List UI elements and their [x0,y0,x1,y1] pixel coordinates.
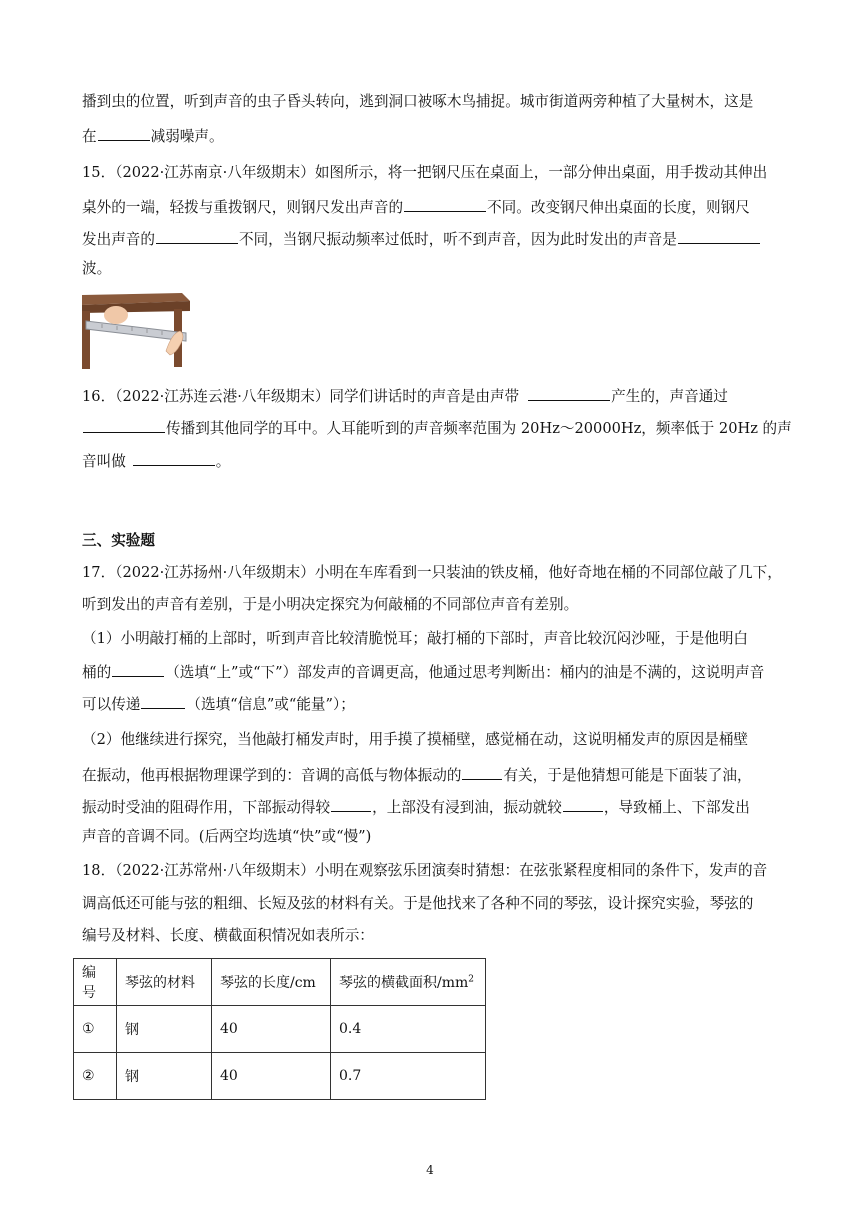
answer-blank [112,660,164,677]
answer-blank [83,416,165,433]
question-17-line: （2）他继续进行探究，当他敲打桶发声时，用手摸了摸桶壁，感觉桶在动，这说明桶发声的原因是桶壁 [82,731,749,748]
section-heading: 三、实验题 [82,532,155,549]
table-cell: ② [74,1053,117,1100]
question-15-line: 15．（2022·江苏南京·八年级期末）如图所示，将一把钢尺压在桌面上，一部分伸出桌面，用手拨动其伸出 [82,164,768,181]
question-17-line: 听到发出的声音有差别，于是小明决定探究为何敲桶的不同部位声音有差别。 [82,596,579,613]
question-18-line: 编号及材料、长度、横截面积情况如表所示： [82,927,374,944]
table-header-cell: 编号 [74,959,117,1006]
table-header-cell: 琴弦的长度/cm [212,959,331,1006]
question-15-line: 波。 [82,260,112,277]
question-16-line: 传播到其他同学的耳中。人耳能听到的声音频率范围为 20Hz～20000Hz，频率低于 20Hz 的声 [82,416,792,439]
table-cell: 钢 [117,1006,212,1053]
table-cell: 0.4 [331,1006,486,1053]
answer-blank [98,124,150,141]
text-line: 在 减弱噪声。 [82,124,224,147]
question-16-line: 音叫做 。 [82,449,230,472]
answer-blank [563,795,603,812]
table-cell: 40 [212,1053,331,1100]
table-header-row [74,959,486,1006]
question-17-line: 声音的音调不同。(后两空均选填“快”或“慢”) [82,828,372,845]
table-cell: 0.7 [331,1053,486,1100]
question-17-line: 桶的 （选填“上”或“下”）部发声的音调更高，他通过思考判断出：桶内的油是不满的，这说明声音 [82,660,764,683]
question-17-line: 可以传递 （选填“信息”或“能量”）； [82,692,355,715]
question-16-line: 16．（2022·江苏连云港·八年级期末）同学们讲话时的声音是由声带 产生的，声音通过 [82,384,728,407]
answer-blank [331,795,371,812]
answer-blank [156,227,238,244]
table-row [74,1006,486,1053]
table-cell: 钢 [117,1053,212,1100]
answer-blank [133,449,215,466]
question-17-line: 振动时受油的阻碍作用，下部振动得较 ，上部没有浸到油，振动就较 ，导致桶上、下部发出 [82,795,750,818]
answer-blank [141,692,185,709]
question-17-line: 在振动，他再根据物理课学到的：音调的高低与物体振动的 有关，于是他猜想可能是下面装了油， [82,763,752,786]
table-header-cell: 琴弦的横截面积$/mm^2$ [331,959,486,1006]
page-number: 4 [426,1163,434,1177]
ruler-on-desk-illustration [82,291,190,369]
answer-blank [404,195,486,212]
table-cell: ① [74,1006,117,1053]
table-cell: 40 [212,1006,331,1053]
answer-blank [528,384,610,401]
table-header-cell: 琴弦的材料 [117,959,212,1006]
table-row [74,1053,486,1100]
answer-blank [462,763,502,780]
question-17-line: （1）小明敲打桶的上部时，听到声音比较清脆悦耳；敲打桶的下部时，声音比较沉闷沙哑，于是他明白 [82,630,749,647]
question-15-line: 发出声音的 不同，当钢尺振动频率过低时，听不到声音，因为此时发出的声音是 [82,227,761,250]
question-15-line: 桌外的一端，轻拨与重拨钢尺，则钢尺发出声音的 不同。改变钢尺伸出桌面的长度，则钢尺 [82,195,750,218]
string-data-table [73,958,486,1100]
text-line: 播到虫的位置，听到声音的虫子昏头转向，逃到洞口被啄木鸟捕捉。城市街道两旁种植了大量树木，这是 [82,93,754,110]
question-17-line: 17．（2022·江苏扬州·八年级期末）小明在车库看到一只装油的铁皮桶，他好奇地在桶的不同部位敲了几下， [82,564,782,581]
question-18-line: 调高低还可能与弦的粗细、长短及弦的材料有关。于是他找来了各种不同的琴弦，设计探究实验，琴弦的 [82,895,754,912]
question-18-line: 18．（2022·江苏常州·八年级期末）小明在观察弦乐团演奏时猜想：在弦张紧程度相同的条件下，发声的音 [82,862,768,879]
answer-blank [678,227,760,244]
